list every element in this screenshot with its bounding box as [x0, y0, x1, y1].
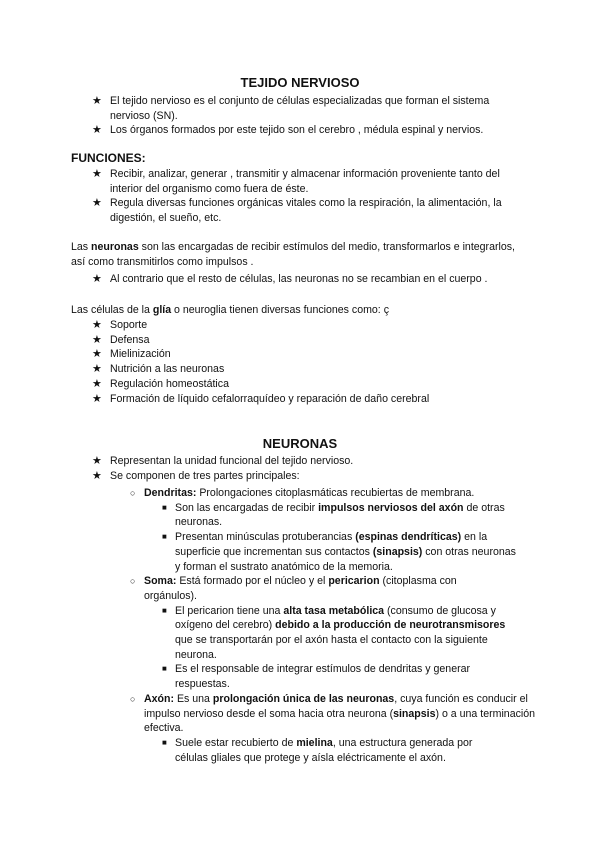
title-tejido-nervioso: TEJIDO NERVIOSO [240, 75, 360, 90]
list-item: ★ Nutrición a las neuronas [92, 362, 532, 377]
axon-sublist [162, 736, 507, 765]
list-item: ★ Regulación homeostática [92, 377, 532, 392]
list-item: ★ Al contrario que el resto de células, las neuronas no se recambian en el cuerpo . [92, 272, 532, 287]
list-item: ★ Los órganos formados por este tejido son el cerebro , médula espinal y nervios. [92, 123, 522, 138]
funciones-list [92, 167, 524, 226]
list-item: ■ El pericarion tiene una alta tasa metabólica (consumo de glucosa y oxígeno del cerebro) debido a la producción de neurotransmisores que se transportarán por el axón hasta el contacto con la siguiente neurona. [162, 604, 520, 663]
list-item: ■ Presentan minúsculas protuberancias (espinas dendríticas) en la superficie que incrementan sus contactos (sinapsis) con otras neuronas y forman el sustrato anatómico de la memoria. [162, 530, 520, 574]
list-item: ■ Son las encargadas de recibir impulsos nerviosos del axón de otras neuronas. [162, 501, 520, 530]
dendritas-sublist [162, 501, 520, 575]
list-item: ★ Soporte [92, 318, 532, 333]
list-item: ★ Mielinización [92, 347, 532, 362]
intro-list [92, 94, 522, 138]
glia-list [92, 318, 532, 406]
parts-list [130, 486, 535, 765]
list-item: ★ Recibir, analizar, generar , transmitir y almacenar información proveniente tanto del interior del organismo como fuera de éste. [92, 167, 524, 196]
list-item: ★ Representan la unidad funcional del tejido nervioso. [92, 454, 522, 469]
soma-item: ○ Soma: Está formado por el núcleo y el pericarion (citoplasma con orgánulos). ■ El pericarion tiene una alta tasa metabólica (consumo de glucosa y oxígeno del cerebro) debido a la producción de neurotransmisores que se transportarán por el axón hasta el contacto con la siguiente neurona. ■ Es el responsable de integrar estímulos de dendritas y generar respuestas. [130, 574, 489, 692]
glia-paragraph: Las células de la glía o neuroglia tienen diversas funciones como: ç [71, 304, 389, 316]
funciones-heading: FUNCIONES: [71, 151, 146, 165]
axon-item: ○ Axón: Es una prolongación única de las neuronas, cuya función es conducir el impulso nervioso desde el soma hacia otra neurona (sinapsis) o a una terminación efectiva. ■ Suele estar recubierto de mielina, una estructura generada por células gliales que protege y aísla eléctricamente el axón. [130, 692, 539, 766]
list-item: ★ Regula diversas funciones orgánicas vitales como la respiración, la alimentación, la digestión, el sueño, etc. [92, 196, 524, 225]
neuronas-note-list [92, 272, 532, 287]
title-neuronas: NEURONAS [262, 436, 338, 451]
list-item: ■ Es el responsable de integrar estímulos de dendritas y generar respuestas. [162, 662, 520, 691]
neuronas-list [92, 454, 522, 483]
list-item: ★ Defensa [92, 333, 532, 348]
list-item: ■ Suele estar recubierto de mielina, una estructura generada por células gliales que protege y aísla eléctricamente el axón. [162, 736, 507, 765]
list-item: ★ Se componen de tres partes principales: [92, 469, 522, 484]
list-item: ★ Formación de líquido cefalorraquídeo y reparación de daño cerebral [92, 392, 532, 407]
list-item: ★ El tejido nervioso es el conjunto de células especializadas que forman el sistema nervioso (SN). [92, 94, 522, 123]
neuronas-paragraph: Las neuronas son las encargadas de recibir estímulos del medio, transformarlos e integrarlos, así como transmitirlos como impulsos . [71, 241, 515, 268]
soma-sublist [162, 604, 520, 692]
dendritas-item: ○ Dendritas: Prolongaciones citoplasmáticas recubiertas de membrana. ■ Son las encargadas de recibir impulsos nerviosos del axón de otras neuronas. ■ Presentan minúsculas protuberancias (espinas dendríticas) en la superficie que incrementan sus contactos (sinapsis) con otras neuronas y forman el sustrato anatómico de la memoria. [130, 486, 535, 574]
